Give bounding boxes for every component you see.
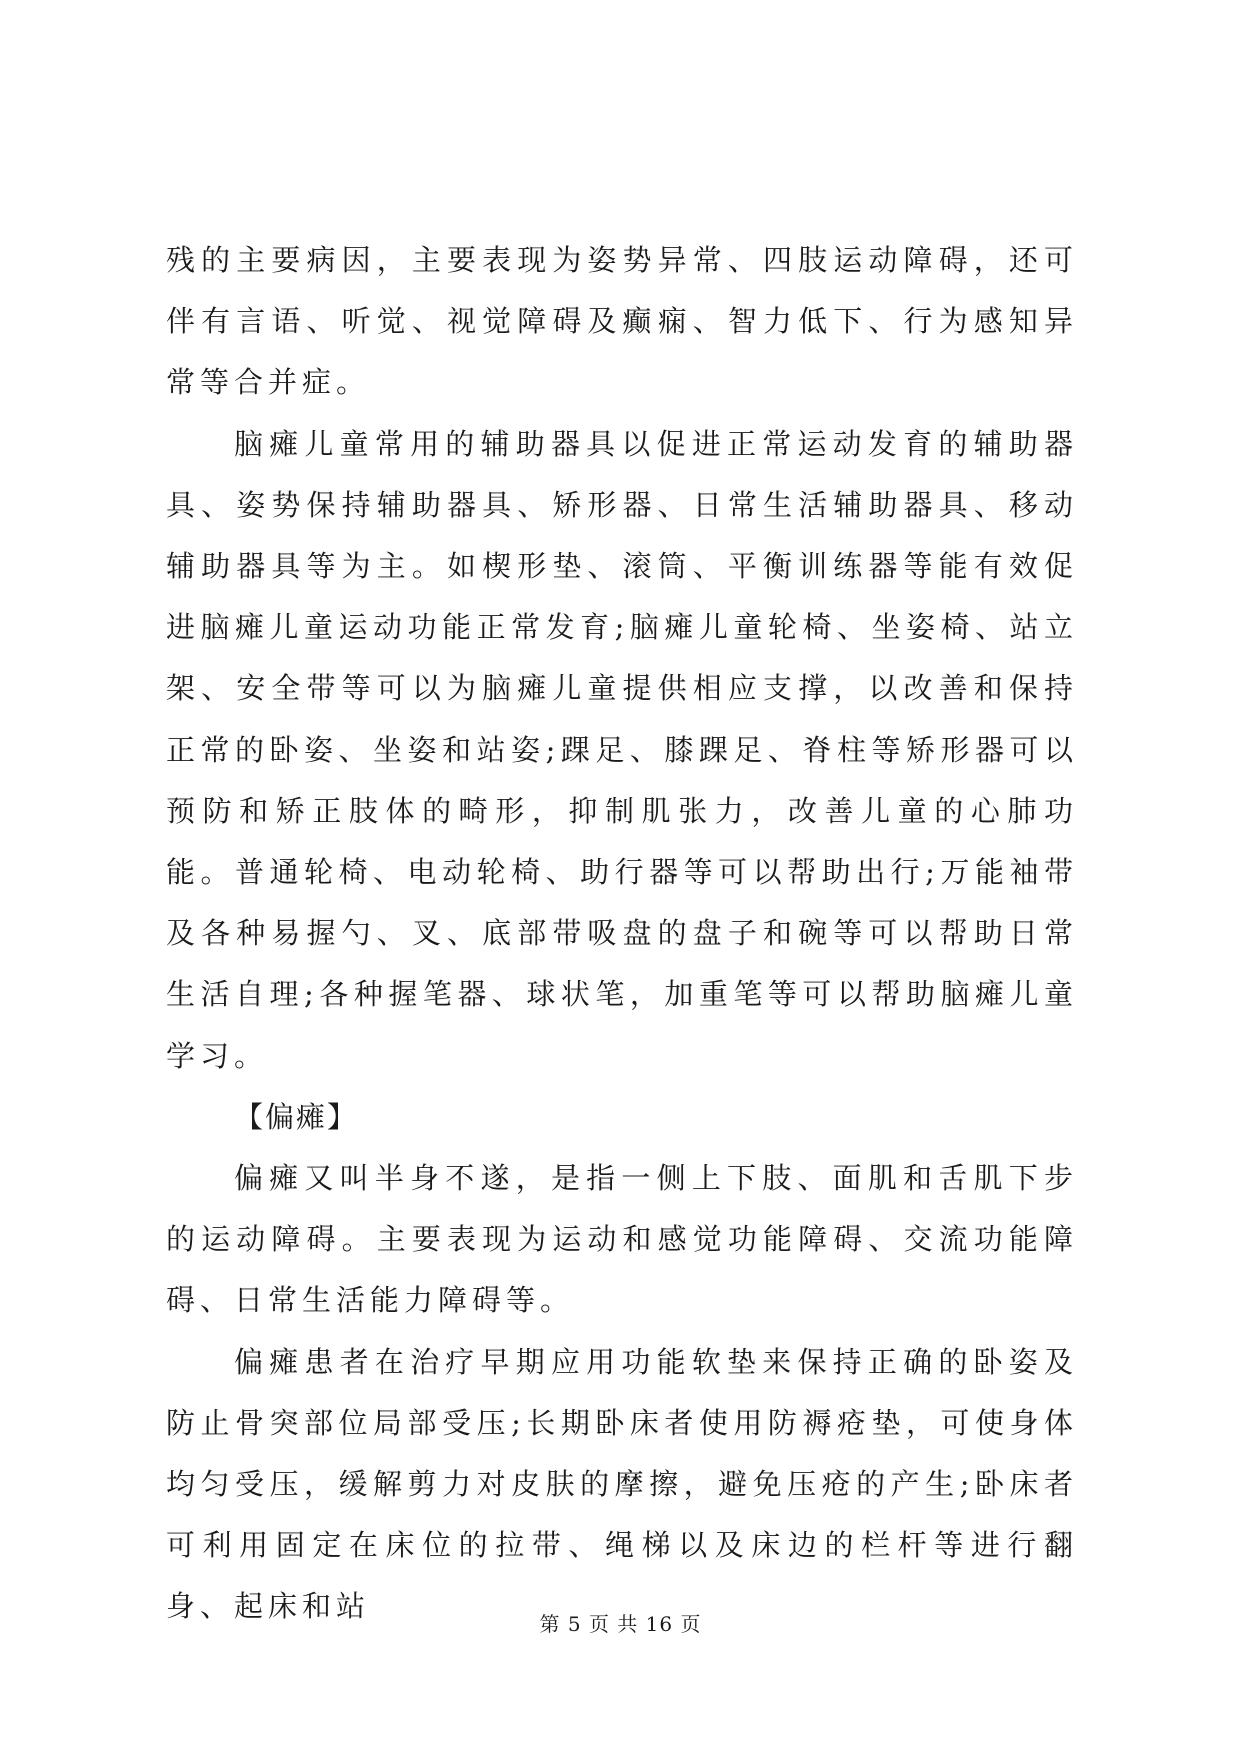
document-body [166, 230, 1078, 1638]
page-number-footer: 第 5 页 共 16 页 [539, 1612, 702, 1636]
paragraph-hemiplegia-aids: 偏瘫患者在治疗早期应用功能软垫来保持正确的卧姿及防止骨突部位局部受压;长期卧床者使用防褥疮垫，可使身体均匀受压，缓解剪力对皮肤的摩擦，避免压疮的产生;卧床者可利用固定在床位的拉带、绳梯以及床边的栏杆等进行翻身、起床和站 [166, 1344, 1078, 1624]
section-heading-hemiplegia: 【偏瘫】 [234, 1099, 359, 1134]
paragraph-cerebral-palsy-aids: 脑瘫儿童常用的辅助器具以促进正常运动发育的辅助器具、姿势保持辅助器具、矫形器、日常生活辅助器具、移动辅助器具等为主。如楔形垫、滚筒、平衡训练器等能有效促进脑瘫儿童运动功能正常发育;脑瘫儿童轮椅、坐姿椅、站立架、安全带等可以为脑瘫儿童提供相应支撑，以改善和保持正常的卧姿、坐姿和站姿;踝足、膝踝足、脊柱等矫形器可以预防和矫正肢体的畸形，抑制肌张力，改善儿童的心肺功能。普通轮椅、电动轮椅、助行器等可以帮助出行;万能袖带及各种易握勺、叉、底部带吸盘的盘子和碗等可以帮助日常生活自理;各种握笔器、球状笔，加重笔等可以帮助脑瘫儿童学习。 [166, 426, 1078, 1073]
paragraph-cerebral-palsy-symptoms: 残的主要病因，主要表现为姿势异常、四肢运动障碍，还可伴有言语、听觉、视觉障碍及癫痫、智力低下、行为感知异常等合并症。 [166, 243, 1078, 400]
paragraph-hemiplegia-definition: 偏瘫又叫半身不遂，是指一侧上下肢、面肌和舌肌下步的运动障碍。主要表现为运动和感觉功能障碍、交流功能障碍、日常生活能力障碍等。 [166, 1161, 1078, 1318]
